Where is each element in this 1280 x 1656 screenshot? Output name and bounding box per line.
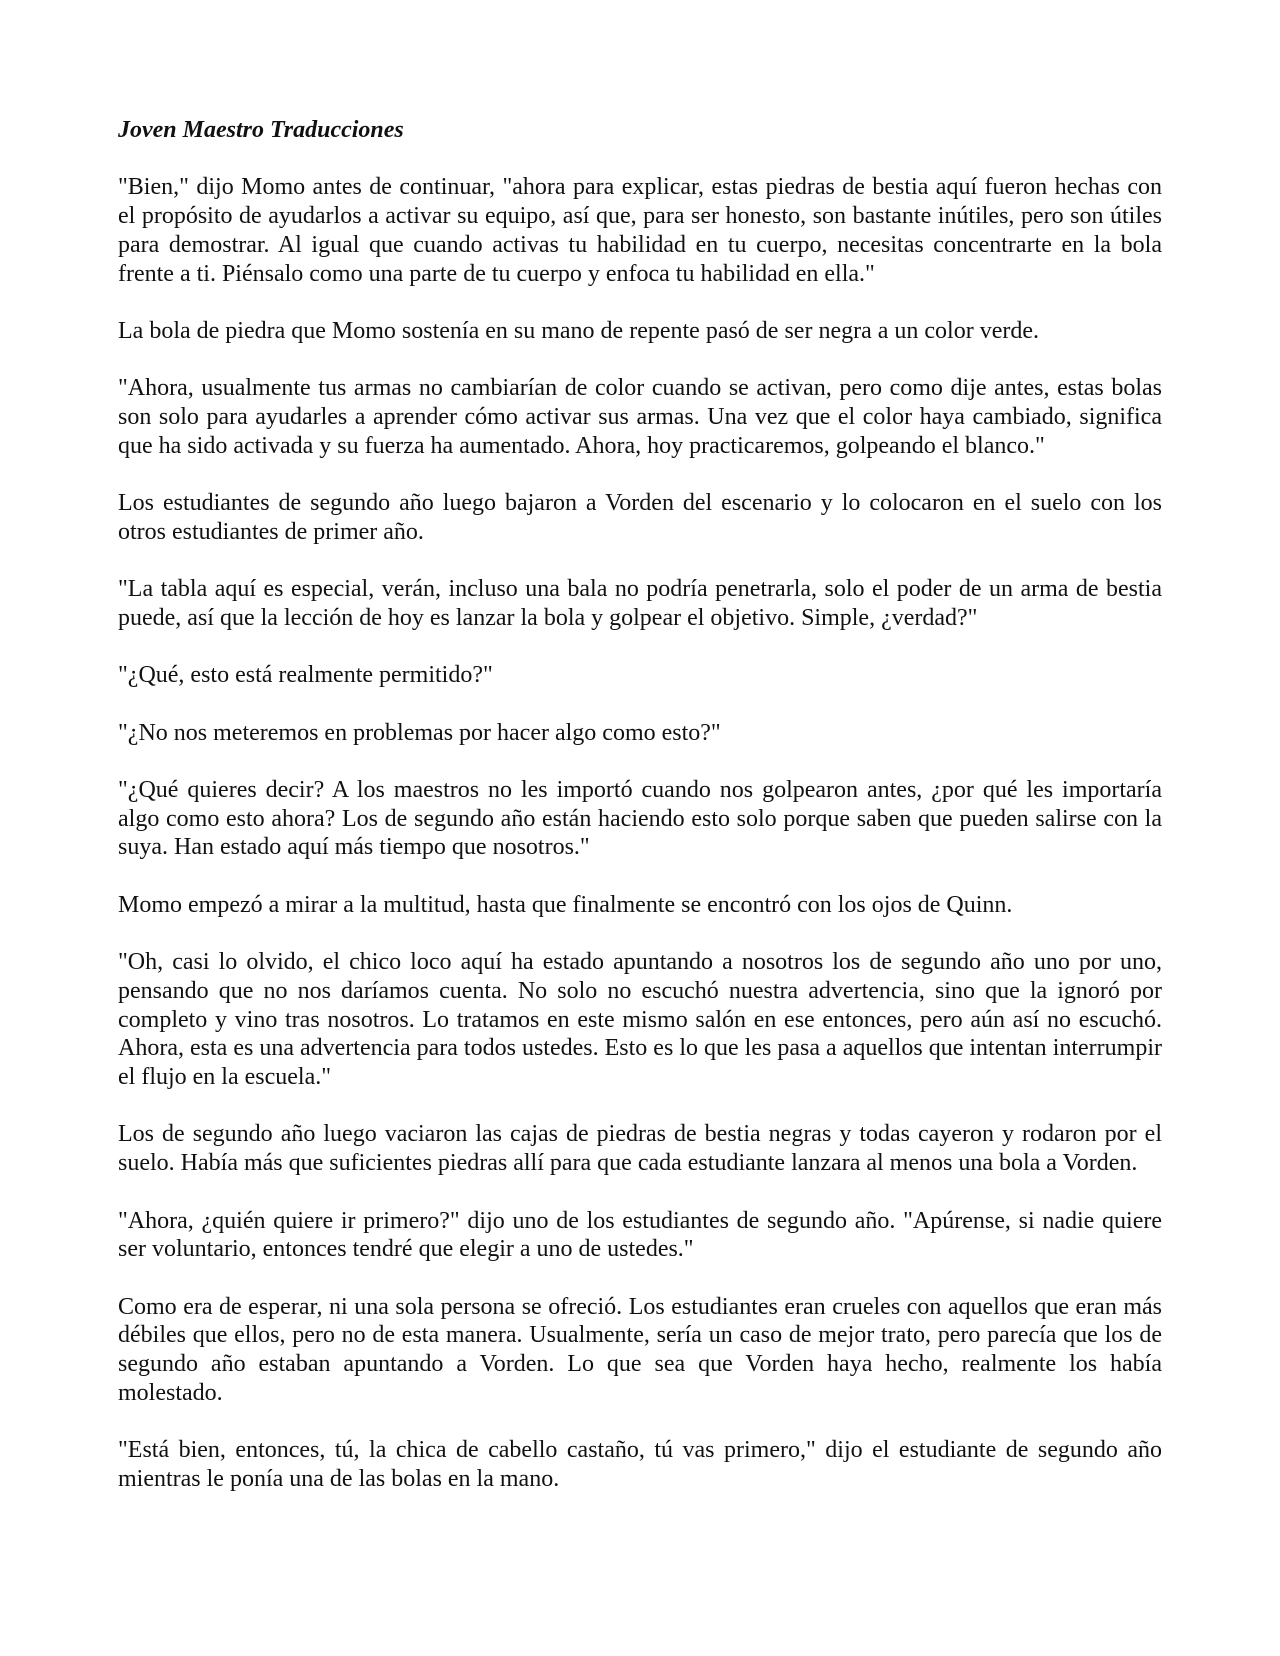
paragraph: Como era de esperar, ni una sola persona se ofreció. Los estudiantes eran crueles con aquellos que eran más débiles que ellos, pero no de esta manera. Usualmente, sería un caso de mejor trato, pero parecía que los de segundo año estaban apuntando a Vorden. Lo que sea que Vorden haya hecho, realmente los había molestado. <box>118 1293 1162 1406</box>
paragraph: "¿Qué, esto está realmente permitido?" <box>118 662 493 689</box>
paragraph: "Ahora, ¿quién quiere ir primero?" dijo uno de los estudiantes de segundo año. "Apúrense, si nadie quiere ser voluntario, entonces tendré que elegir a uno de ustedes." <box>118 1207 1162 1263</box>
paragraph: Los estudiantes de segundo año luego bajaron a Vorden del escenario y lo colocaron en el suelo con los otros estudiantes de primer año. <box>118 490 1162 545</box>
paragraph: "Bien," dijo Momo antes de continuar, "ahora para explicar, estas piedras de bestia aquí fueron hechas con el propósito de ayudarlos a activar su equipo, así que, para ser honesto, son bastante inútiles, pero son útiles para demostrar. Al igual que cuando activas tu habilidad en tu cuerpo, necesitas concentrarte en la bola frente a ti. Piénsalo como una parte de tu cuerpo y enfoca tu habilidad en ella." <box>118 174 1162 287</box>
paragraph: Momo empezó a mirar a la multitud, hasta que finalmente se encontró con los ojos de Quinn. <box>118 891 1013 918</box>
paragraph: "La tabla aquí es especial, verán, incluso una bala no podría penetrarla, solo el poder de un arma de bestia puede, así que la lección de hoy es lanzar la bola y golpear el objetivo. Simple, ¿verdad?" <box>118 576 1162 631</box>
paragraph: "¿Qué quieres decir? A los maestros no les importó cuando nos golpearon antes, ¿por qué les importaría algo como esto ahora? Los de segundo año están haciendo esto solo porque saben que pueden salirse con la suya. Han estado aquí más tiempo que nosotros." <box>118 777 1162 861</box>
paragraph: "Está bien, entonces, tú, la chica de cabello castaño, tú vas primero," dijo el estudiante de segundo año mientras le ponía una de las bolas en la mano. <box>118 1437 1162 1492</box>
paragraph: "¿No nos meteremos en problemas por hacer algo como esto?" <box>118 719 721 746</box>
document-title: Joven Maestro Traducciones <box>118 117 404 143</box>
paragraph: La bola de piedra que Momo sostenía en su mano de repente pasó de ser negra a un color verde. <box>118 317 1039 344</box>
paragraph: "Oh, casi lo olvido, el chico loco aquí ha estado apuntando a nosotros los de segundo año uno por uno, pensando que no nos daríamos cuenta. No solo no escuchó nuestra advertencia, sino que la ignoró por completo y vino tras nosotros. Lo tratamos en este mismo salón en ese entonces, pero aún así no escuchó. Ahora, esta es una advertencia para todos ustedes. Esto es lo que les pasa a aquellos que intentan interrumpir el flujo en la escuela." <box>118 949 1162 1091</box>
paragraph: Los de segundo año luego vaciaron las cajas de piedras de bestia negras y todas cayeron y rodaron por el suelo. Había más que suficientes piedras allí para que cada estudiante lanzara al menos una bola a Vorden. <box>118 1121 1162 1177</box>
paragraph: "Ahora, usualmente tus armas no cambiarían de color cuando se activan, pero como dije antes, estas bolas son solo para ayudarles a aprender cómo activar sus armas. Una vez que el color haya cambiado, significa que ha sido activada y su fuerza ha aumentado. Ahora, hoy practicaremos, golpeando el blanco." <box>118 375 1162 459</box>
